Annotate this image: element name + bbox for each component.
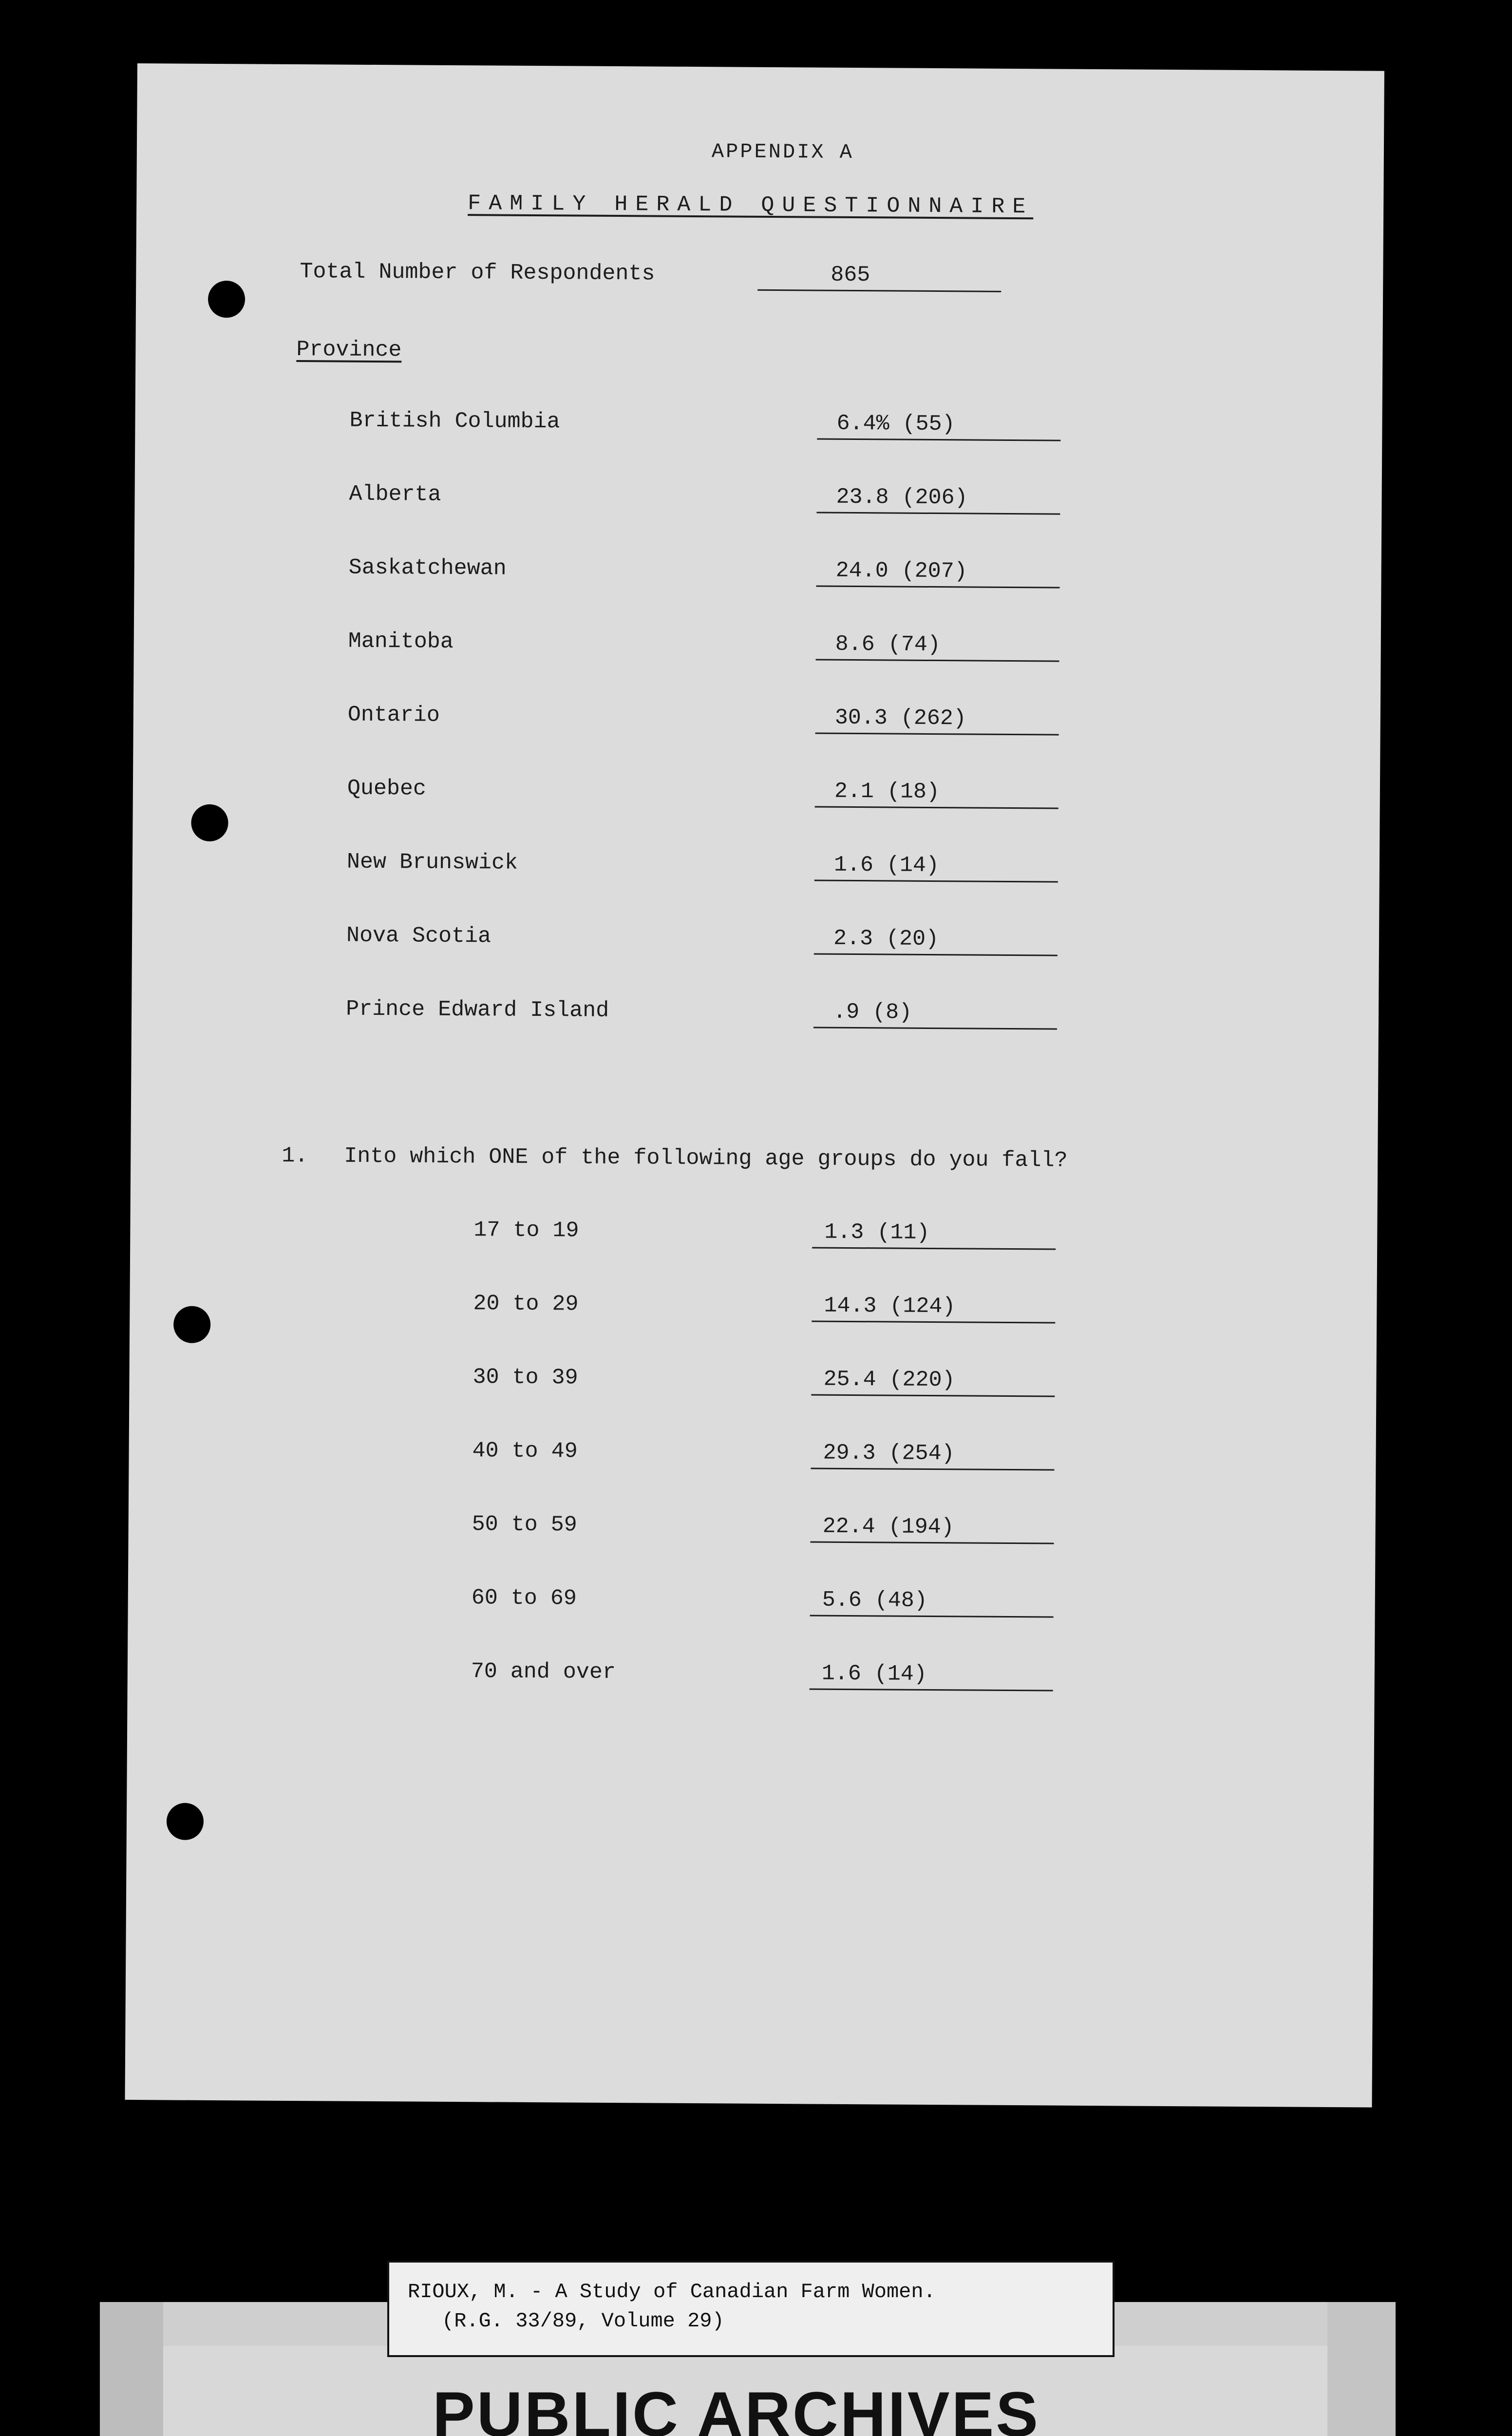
age-group-label: 60 to 69 <box>471 1585 577 1611</box>
total-respondents-row <box>300 259 1079 293</box>
answer-line <box>812 1247 1056 1250</box>
province-value: 8.6 (74) <box>835 631 941 658</box>
answer-line <box>814 953 1058 956</box>
age-group-label: 50 to 59 <box>472 1512 577 1538</box>
answer-line <box>812 1321 1055 1324</box>
answer-line <box>816 512 1060 515</box>
province-label: Prince Edward Island <box>345 996 609 1023</box>
reference-slip <box>387 2261 1115 2357</box>
age-group-row <box>472 1438 1251 1472</box>
answer-line <box>810 1541 1054 1544</box>
age-group-value: 1.6 (14) <box>821 1661 927 1687</box>
age-group-row <box>473 1218 1253 1252</box>
province-label: Manitoba <box>348 628 454 654</box>
province-label: Saskatchewan <box>348 555 507 581</box>
age-group-row <box>473 1291 1252 1325</box>
appendix-heading: APPENDIX A <box>711 140 854 164</box>
answer-line <box>811 1467 1054 1470</box>
province-value: 23.8 (206) <box>836 484 968 511</box>
document-page <box>125 63 1384 2108</box>
age-group-value: 25.4 (220) <box>823 1367 955 1393</box>
answer-line <box>817 438 1060 441</box>
province-heading: Province <box>296 337 402 363</box>
card-edge <box>1327 2302 1396 2436</box>
province-row <box>348 629 1128 663</box>
province-row <box>348 555 1128 590</box>
age-group-row <box>472 1512 1251 1546</box>
age-group-value: 29.3 (254) <box>823 1440 955 1466</box>
answer-line <box>815 733 1059 736</box>
province-value: 24.0 (207) <box>835 558 967 584</box>
province-value: 1.6 (14) <box>833 852 940 878</box>
total-respondents-label: Total Number of Respondents <box>300 259 655 286</box>
province-value: 6.4% (55) <box>836 411 955 437</box>
answer-line <box>757 289 1001 292</box>
province-label: Alberta <box>349 481 441 507</box>
province-label: Ontario <box>347 702 440 728</box>
province-row <box>349 408 1129 442</box>
age-group-row <box>472 1365 1252 1399</box>
answer-line <box>814 880 1058 883</box>
province-row <box>347 850 1126 884</box>
answer-line <box>810 1615 1054 1618</box>
answer-line <box>810 1688 1053 1691</box>
age-group-row <box>471 1659 1250 1693</box>
answer-line <box>813 1027 1057 1030</box>
province-row <box>346 997 1125 1031</box>
document-title: FAMILY HERALD QUESTIONNAIRE <box>468 191 1034 220</box>
age-group-value: 5.6 (48) <box>822 1587 927 1613</box>
punch-hole <box>167 1803 204 1840</box>
age-group-label: 17 to 19 <box>473 1218 579 1243</box>
slip-record-group: (R.G. 33/89, Volume 29) <box>442 2309 724 2333</box>
age-group-label: 70 and over <box>471 1659 616 1685</box>
age-group-row <box>472 1585 1251 1619</box>
age-group-label: 40 to 49 <box>472 1438 578 1464</box>
answer-line <box>816 586 1059 589</box>
punch-hole <box>173 1306 210 1343</box>
province-row <box>346 923 1126 957</box>
province-row <box>347 776 1127 810</box>
province-value: 2.1 (18) <box>834 779 940 805</box>
province-label: New Brunswick <box>346 849 518 875</box>
question-text: Into which ONE of the following age groups do you fall? <box>344 1143 1068 1173</box>
province-value: 30.3 (262) <box>834 705 967 731</box>
province-row <box>349 482 1128 516</box>
age-group-value: 22.4 (194) <box>822 1514 954 1540</box>
answer-line <box>811 1394 1055 1397</box>
province-label: British Columbia <box>349 408 560 435</box>
slip-author-title: RIOUX, M. - A Study of Canadian Farm Women. <box>408 2280 936 2303</box>
punch-hole <box>191 804 228 841</box>
age-group-value: 1.3 (11) <box>824 1219 930 1245</box>
province-label: Quebec <box>347 776 427 801</box>
province-row <box>348 703 1127 737</box>
age-group-label: 20 to 29 <box>473 1291 579 1317</box>
answer-line <box>815 806 1058 809</box>
answer-line <box>816 659 1059 662</box>
archive-stamp-english: PUBLIC ARCHIVES <box>433 2379 1040 2436</box>
card-edge <box>100 2302 163 2436</box>
punch-hole <box>208 281 245 318</box>
province-label: Nova Scotia <box>346 923 491 949</box>
age-group-label: 30 to 39 <box>472 1365 578 1390</box>
age-group-value: 14.3 (124) <box>824 1293 956 1319</box>
total-respondents-value: 865 <box>831 262 870 288</box>
province-value: .9 (8) <box>832 999 912 1025</box>
question-number: 1. <box>282 1143 308 1169</box>
province-value: 2.3 (20) <box>833 926 939 952</box>
